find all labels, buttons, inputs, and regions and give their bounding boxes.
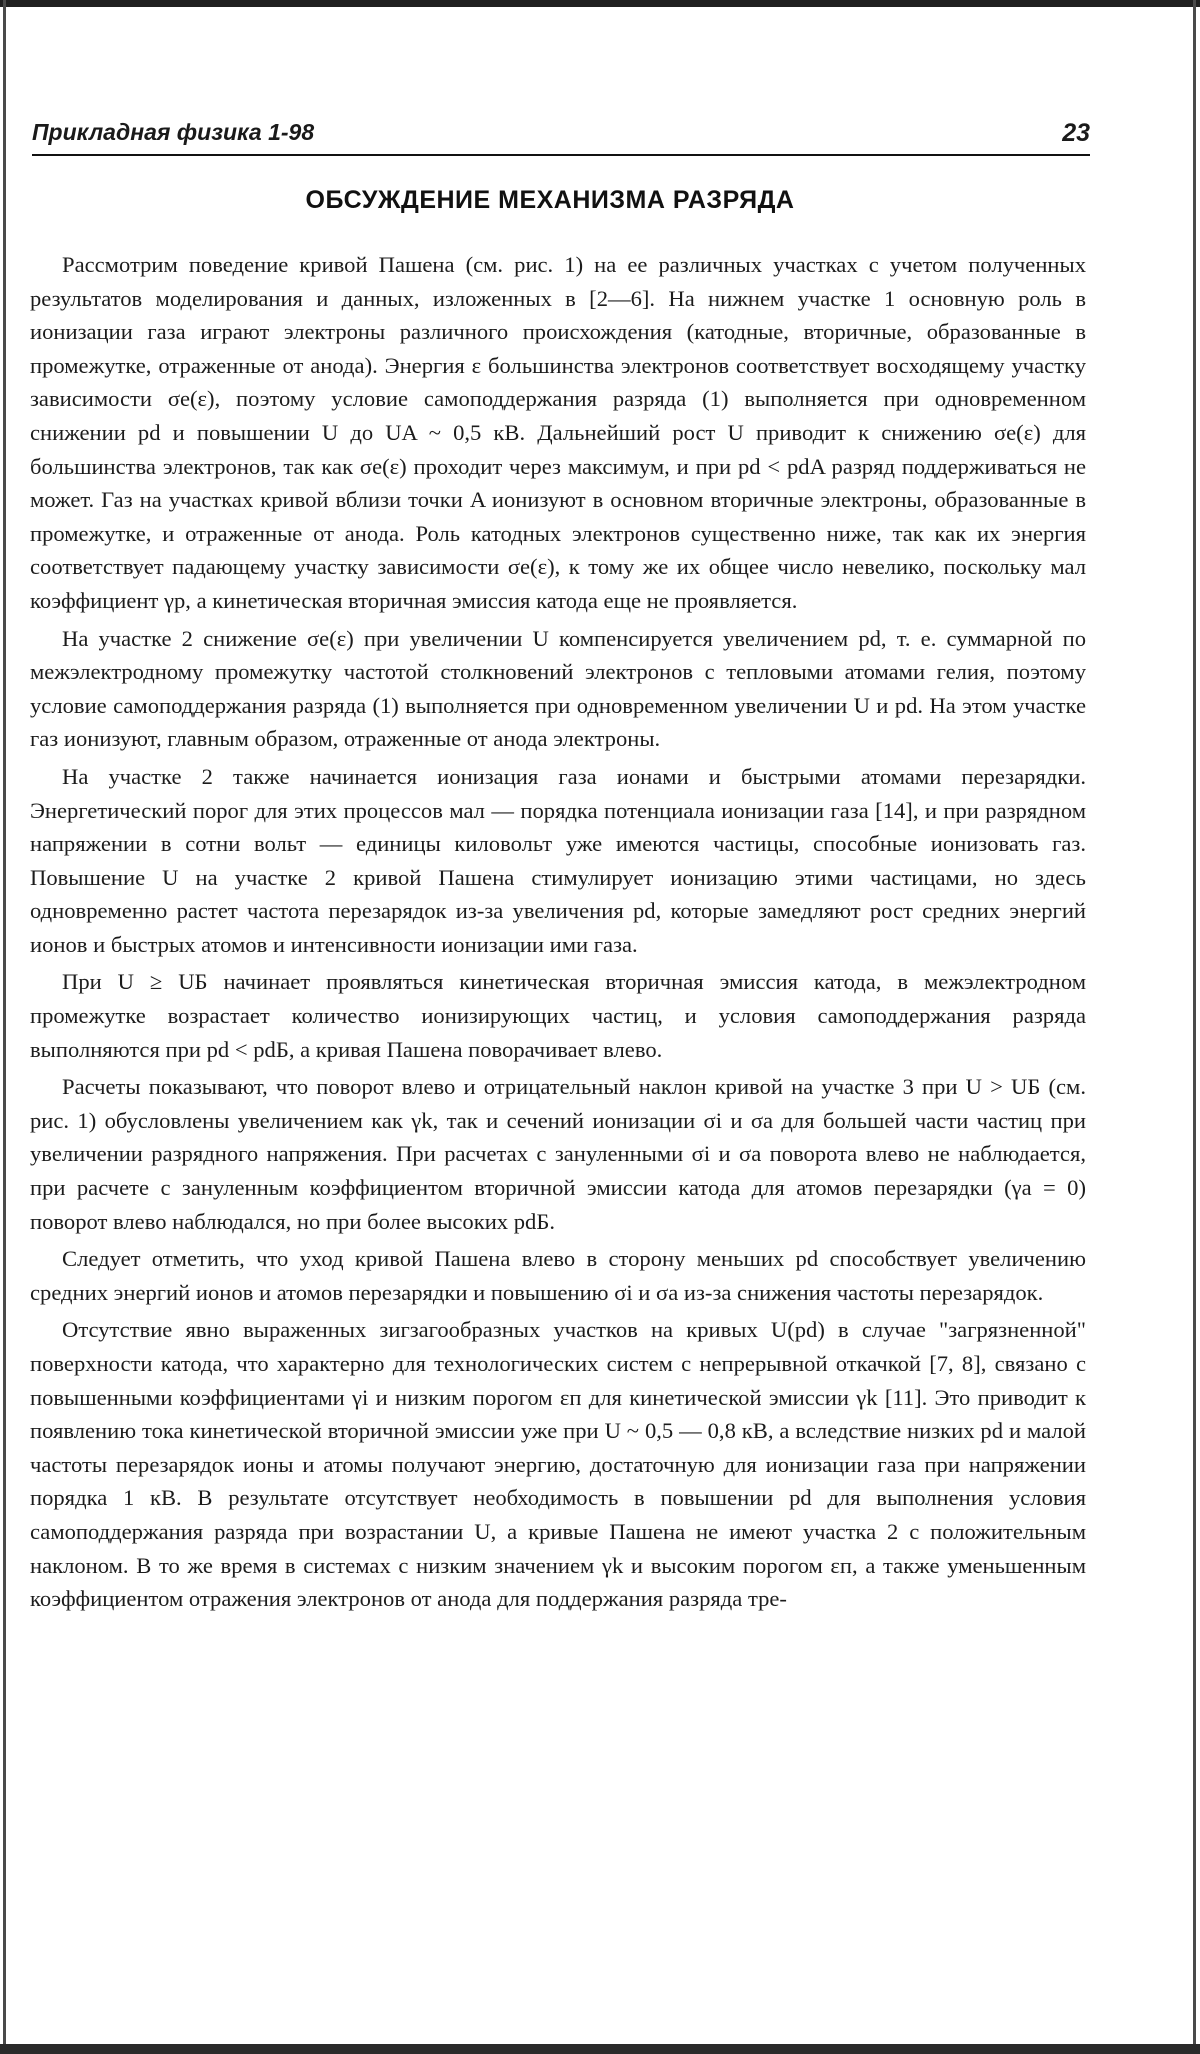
scan-left-edge <box>3 0 6 2054</box>
journal-title: Прикладная физика 1-98 <box>32 119 315 145</box>
paragraph: Расчеты показывают, что поворот влево и отрицательный наклон кривой на участке 3 при U > UБ (см. рис. 1) обусловлены увеличением как γk, так и сечений ионизации σi и σa для большей части частиц при увеличении разрядного напряжения. При расчетах с зануленными σi и σa поворота влево не наблюдается, при расчете с зануленным коэффициентом вторичной эмиссии катода для атомов перезарядки (γa = 0) поворот влево наблюдался, но при более высоких pdБ. <box>30 1074 1086 1234</box>
paragraph: На участке 2 также начинается ионизация газа ионами и быстрыми атомами перезарядки. Энергетический порог для этих процессов мал — порядка потенциала ионизации газа [14], и при разрядном напряжении в сотни вольт — единицы киловольт уже имеются частицы, способные ионизовать газ. Повышение U на участке 2 кривой Пашена стимулирует ионизацию этими частицами, но здесь одновременно растет частота перезарядок из-за увеличения pd, которые замедляют рост средних энергий ионов и быстрых атомов и интенсивности ионизации ими газа. <box>30 763 1086 957</box>
paragraph: На участке 2 снижение σe(ε) при увеличении U компенсируется увеличением pd, т. е. суммарной по межэлектродному промежутку частотой столкновений электронов с тепловыми атомами гелия, поэтому условие самоподдержания разряда (1) выполняется при одновременном увеличении U и pd. На этом участке газ ионизуют, главным образом, отраженные от анода электроны. <box>30 625 1086 752</box>
running-header <box>32 116 1090 156</box>
section-heading: ОБСУЖДЕНИЕ МЕХАНИЗМА РАЗРЯДА <box>305 186 795 214</box>
scan-bottom-border <box>0 2044 1200 2054</box>
article-body <box>30 248 1086 1620</box>
paragraph: При U ≥ UБ начинает проявляться кинетическая вторичная эмиссия катода, в межэлектродном промежутке возрастает количество ионизирующих частиц, и условия самоподдержания разряда выполняются при pd < pdБ, а кривая Пашена поворачивает влево. <box>30 969 1086 1062</box>
header-rule <box>32 154 1090 156</box>
paragraph: Рассмотрим поведение кривой Пашена (см. рис. 1) на ее различных участках с учетом полученных результатов моделирования и данных, изложенных в [2—6]. На нижнем участке 1 основную роль в ионизации газа играют электроны различного происхождения (катодные, вторичные, образованные в промежутке, отраженные от анода). Энергия ε большинства электронов соответствует восходящему участку зависимости σe(ε), поэтому условие самоподдержания разряда (1) выполняется при одновременном снижении pd и повышении U до UA ~ 0,5 кВ. Дальнейший рост U приводит к снижению σe(ε) для большинства электронов, так как σe(ε) проходит через максимум, и при pd < pdA разряд поддерживаться не может. Газ на участках кривой вблизи точки A ионизуют в основном вторичные электроны, образованные в промежутке, и отраженные от анода. Роль катодных электронов существенно ниже, так как их энергия соответствует падающему участку зависимости σe(ε), к тому же их общее число невелико, поскольку мал коэффициент γp, а кинетическая вторичная эмиссия катода еще не проявляется. <box>30 252 1086 613</box>
paragraph: Отсутствие явно выраженных зигзагообразных участков на кривых U(pd) в случае "загрязненной" поверхности катода, что характерно для технологических систем с непрерывной откачкой [7, 8], связано с повышенными коэффициентами γi и низким порогом εп для кинетической эмиссии γk [11]. Это приводит к появлению тока кинетической вторичной эмиссии уже при U ~ 0,5 — 0,8 кВ, а вследствие низких pd и малой частоты перезарядок ионы и атомы получают энергию, достаточную для ионизации газа при напряжении порядка 1 кВ. В результате отсутствует необходимость в повышении pd для выполнения условия самоподдержания разряда при возрастании U, а кривые Пашена не имеют участка 2 с положительным наклоном. В то же время в системах с низким значением γk и высоким порогом εп, а также уменьшенным коэффициентом отражения электронов от анода для поддержания разряда тре- <box>30 1317 1086 1612</box>
scan-right-edge <box>1193 0 1196 2054</box>
scan-top-border <box>0 0 1200 7</box>
page-number: 23 <box>1062 119 1090 147</box>
paragraph: Следует отметить, что уход кривой Пашена влево в сторону меньших pd способствует увеличению средних энергий ионов и атомов перезарядки и повышению σi и σa из-за снижения частоты перезарядок. <box>30 1246 1086 1305</box>
